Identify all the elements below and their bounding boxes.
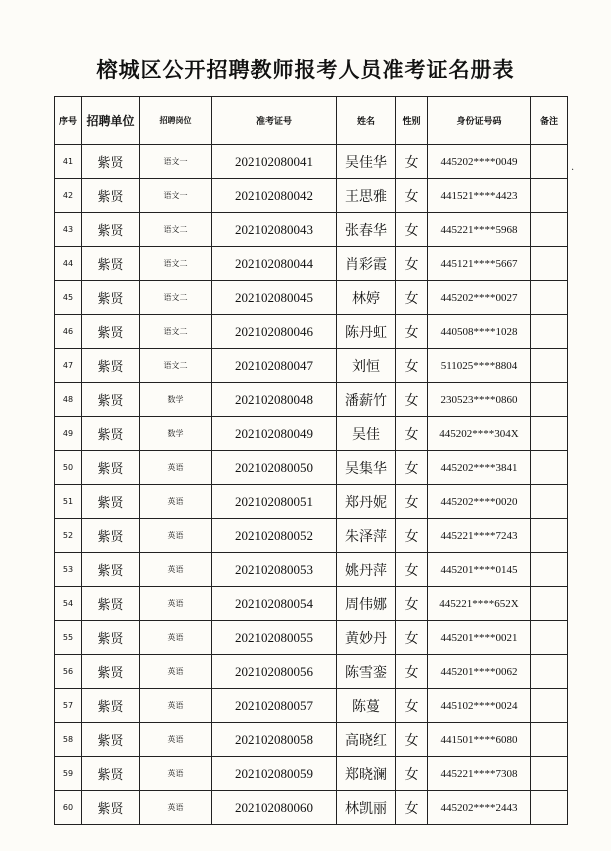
cell-gender: 女: [396, 587, 428, 621]
header-gender: 性别: [396, 97, 428, 145]
cell-no: 41: [55, 145, 82, 179]
cell-remark: [531, 417, 568, 451]
cell-id-card: 445121****5667: [428, 247, 531, 281]
header-name: 姓名: [337, 97, 396, 145]
cell-exam-id: 202102080056: [212, 655, 337, 689]
cell-unit: 紫贤: [82, 315, 140, 349]
cell-position: 英语: [140, 791, 212, 825]
table-row: [55, 621, 568, 655]
cell-name: 高晓红: [337, 723, 396, 757]
cell-unit: 紫贤: [82, 655, 140, 689]
cell-position: 英语: [140, 689, 212, 723]
cell-exam-id: 202102080052: [212, 519, 337, 553]
cell-position: 语文二: [140, 349, 212, 383]
cell-remark: [531, 553, 568, 587]
cell-position: 语文二: [140, 315, 212, 349]
cell-name: 姚丹萍: [337, 553, 396, 587]
cell-position: 英语: [140, 655, 212, 689]
table-row: [55, 349, 568, 383]
cell-name: 郑丹妮: [337, 485, 396, 519]
cell-no: 60: [55, 791, 82, 825]
cell-unit: 紫贤: [82, 621, 140, 655]
cell-exam-id: 202102080057: [212, 689, 337, 723]
cell-unit: 紫贤: [82, 383, 140, 417]
cell-exam-id: 202102080041: [212, 145, 337, 179]
cell-position: 语文一: [140, 145, 212, 179]
cell-no: 56: [55, 655, 82, 689]
cell-id-card: 445201****0145: [428, 553, 531, 587]
table-row: [55, 553, 568, 587]
table-row: [55, 485, 568, 519]
cell-name: 张春华: [337, 213, 396, 247]
cell-id-card: 445221****7308: [428, 757, 531, 791]
cell-remark: [531, 655, 568, 689]
table-row: [55, 179, 568, 213]
header-remark: 备注: [531, 97, 568, 145]
header-position: 招聘岗位: [140, 97, 212, 145]
cell-position: 语文二: [140, 213, 212, 247]
cell-name: 陈雪銮: [337, 655, 396, 689]
cell-name: 郑晓澜: [337, 757, 396, 791]
cell-no: 52: [55, 519, 82, 553]
table-row: [55, 519, 568, 553]
cell-unit: 紫贤: [82, 145, 140, 179]
table-row: [55, 723, 568, 757]
cell-id-card: 511025****8804: [428, 349, 531, 383]
cell-name: 肖彩霞: [337, 247, 396, 281]
cell-id-card: 445202****0020: [428, 485, 531, 519]
cell-exam-id: 202102080047: [212, 349, 337, 383]
cell-remark: [531, 179, 568, 213]
cell-no: 45: [55, 281, 82, 315]
cell-gender: 女: [396, 349, 428, 383]
cell-name: 林凯丽: [337, 791, 396, 825]
cell-id-card: 445202****2443: [428, 791, 531, 825]
roster-body: [55, 145, 568, 825]
scan-speck: .: [571, 162, 575, 173]
cell-position: 英语: [140, 553, 212, 587]
cell-exam-id: 202102080050: [212, 451, 337, 485]
cell-exam-id: 202102080053: [212, 553, 337, 587]
cell-name: 吴佳: [337, 417, 396, 451]
table-row: [55, 689, 568, 723]
cell-unit: 紫贤: [82, 689, 140, 723]
table-row: [55, 383, 568, 417]
cell-position: 英语: [140, 451, 212, 485]
cell-no: 55: [55, 621, 82, 655]
cell-gender: 女: [396, 723, 428, 757]
cell-gender: 女: [396, 553, 428, 587]
cell-exam-id: 202102080043: [212, 213, 337, 247]
cell-remark: [531, 689, 568, 723]
cell-id-card: 445202****304X: [428, 417, 531, 451]
cell-exam-id: 202102080048: [212, 383, 337, 417]
cell-remark: [531, 791, 568, 825]
table-row: [55, 281, 568, 315]
cell-unit: 紫贤: [82, 349, 140, 383]
cell-remark: [531, 145, 568, 179]
cell-exam-id: 202102080045: [212, 281, 337, 315]
cell-no: 44: [55, 247, 82, 281]
table-row: [55, 315, 568, 349]
table-row: [55, 213, 568, 247]
cell-gender: 女: [396, 247, 428, 281]
cell-exam-id: 202102080054: [212, 587, 337, 621]
cell-no: 46: [55, 315, 82, 349]
cell-id-card: 445202****0049: [428, 145, 531, 179]
cell-name: 周伟娜: [337, 587, 396, 621]
cell-position: 英语: [140, 621, 212, 655]
cell-unit: 紫贤: [82, 247, 140, 281]
cell-position: 数学: [140, 417, 212, 451]
cell-id-card: 445102****0024: [428, 689, 531, 723]
roster-table: [54, 96, 568, 825]
cell-id-card: 230523****0860: [428, 383, 531, 417]
cell-exam-id: 202102080059: [212, 757, 337, 791]
cell-remark: [531, 315, 568, 349]
cell-position: 英语: [140, 587, 212, 621]
cell-name: 陈丹虹: [337, 315, 396, 349]
cell-name: 王思雅: [337, 179, 396, 213]
cell-id-card: 445221****652X: [428, 587, 531, 621]
cell-position: 语文二: [140, 247, 212, 281]
cell-gender: 女: [396, 213, 428, 247]
header-exam-id: 准考证号: [212, 97, 337, 145]
cell-unit: 紫贤: [82, 553, 140, 587]
cell-name: 吴佳华: [337, 145, 396, 179]
cell-no: 57: [55, 689, 82, 723]
cell-unit: 紫贤: [82, 213, 140, 247]
cell-remark: [531, 587, 568, 621]
cell-gender: 女: [396, 179, 428, 213]
header-no: 序号: [55, 97, 82, 145]
cell-exam-id: 202102080042: [212, 179, 337, 213]
cell-remark: [531, 451, 568, 485]
cell-exam-id: 202102080060: [212, 791, 337, 825]
cell-no: 53: [55, 553, 82, 587]
cell-position: 数学: [140, 383, 212, 417]
cell-id-card: 441501****6080: [428, 723, 531, 757]
cell-exam-id: 202102080055: [212, 621, 337, 655]
cell-unit: 紫贤: [82, 757, 140, 791]
table-row: [55, 655, 568, 689]
cell-remark: [531, 383, 568, 417]
table-row: [55, 145, 568, 179]
cell-no: 58: [55, 723, 82, 757]
cell-unit: 紫贤: [82, 723, 140, 757]
cell-name: 潘薪竹: [337, 383, 396, 417]
cell-position: 语文一: [140, 179, 212, 213]
cell-id-card: 445221****5968: [428, 213, 531, 247]
table-row: [55, 757, 568, 791]
cell-no: 54: [55, 587, 82, 621]
cell-position: 英语: [140, 485, 212, 519]
cell-name: 朱泽萍: [337, 519, 396, 553]
cell-gender: 女: [396, 315, 428, 349]
cell-gender: 女: [396, 145, 428, 179]
cell-no: 43: [55, 213, 82, 247]
cell-id-card: 440508****1028: [428, 315, 531, 349]
cell-remark: [531, 281, 568, 315]
cell-exam-id: 202102080051: [212, 485, 337, 519]
cell-remark: [531, 349, 568, 383]
header-id-card: 身份证号码: [428, 97, 531, 145]
cell-unit: 紫贤: [82, 587, 140, 621]
cell-unit: 紫贤: [82, 179, 140, 213]
cell-unit: 紫贤: [82, 417, 140, 451]
table-row: [55, 247, 568, 281]
cell-gender: 女: [396, 791, 428, 825]
cell-exam-id: 202102080046: [212, 315, 337, 349]
cell-no: 48: [55, 383, 82, 417]
cell-name: 陈蔓: [337, 689, 396, 723]
cell-gender: 女: [396, 417, 428, 451]
cell-no: 49: [55, 417, 82, 451]
cell-gender: 女: [396, 281, 428, 315]
cell-exam-id: 202102080044: [212, 247, 337, 281]
cell-gender: 女: [396, 485, 428, 519]
cell-name: 黄妙丹: [337, 621, 396, 655]
cell-unit: 紫贤: [82, 791, 140, 825]
cell-id-card: 445202****0027: [428, 281, 531, 315]
table-row: [55, 417, 568, 451]
cell-position: 英语: [140, 723, 212, 757]
cell-unit: 紫贤: [82, 451, 140, 485]
cell-position: 英语: [140, 519, 212, 553]
cell-id-card: 445201****0021: [428, 621, 531, 655]
cell-unit: 紫贤: [82, 281, 140, 315]
cell-name: 吴集华: [337, 451, 396, 485]
cell-remark: [531, 247, 568, 281]
cell-gender: 女: [396, 621, 428, 655]
cell-id-card: 441521****4423: [428, 179, 531, 213]
cell-remark: [531, 213, 568, 247]
cell-name: 林婷: [337, 281, 396, 315]
cell-unit: 紫贤: [82, 485, 140, 519]
cell-gender: 女: [396, 655, 428, 689]
cell-position: 英语: [140, 757, 212, 791]
cell-position: 语文二: [140, 281, 212, 315]
cell-remark: [531, 485, 568, 519]
cell-id-card: 445201****0062: [428, 655, 531, 689]
cell-name: 刘恒: [337, 349, 396, 383]
header-unit: 招聘单位: [82, 97, 140, 145]
cell-exam-id: 202102080049: [212, 417, 337, 451]
header-row: [55, 97, 568, 145]
cell-exam-id: 202102080058: [212, 723, 337, 757]
table-row: [55, 791, 568, 825]
cell-no: 42: [55, 179, 82, 213]
cell-remark: [531, 723, 568, 757]
cell-remark: [531, 757, 568, 791]
cell-gender: 女: [396, 757, 428, 791]
page-title: 榕城区公开招聘教师报考人员准考证名册表: [96, 57, 515, 82]
cell-no: 47: [55, 349, 82, 383]
cell-no: 50: [55, 451, 82, 485]
cell-gender: 女: [396, 451, 428, 485]
cell-id-card: 445202****3841: [428, 451, 531, 485]
cell-no: 51: [55, 485, 82, 519]
cell-unit: 紫贤: [82, 519, 140, 553]
cell-id-card: 445221****7243: [428, 519, 531, 553]
table-row: [55, 587, 568, 621]
cell-gender: 女: [396, 519, 428, 553]
cell-gender: 女: [396, 383, 428, 417]
table-row: [55, 451, 568, 485]
cell-no: 59: [55, 757, 82, 791]
cell-remark: [531, 621, 568, 655]
cell-gender: 女: [396, 689, 428, 723]
cell-remark: [531, 519, 568, 553]
